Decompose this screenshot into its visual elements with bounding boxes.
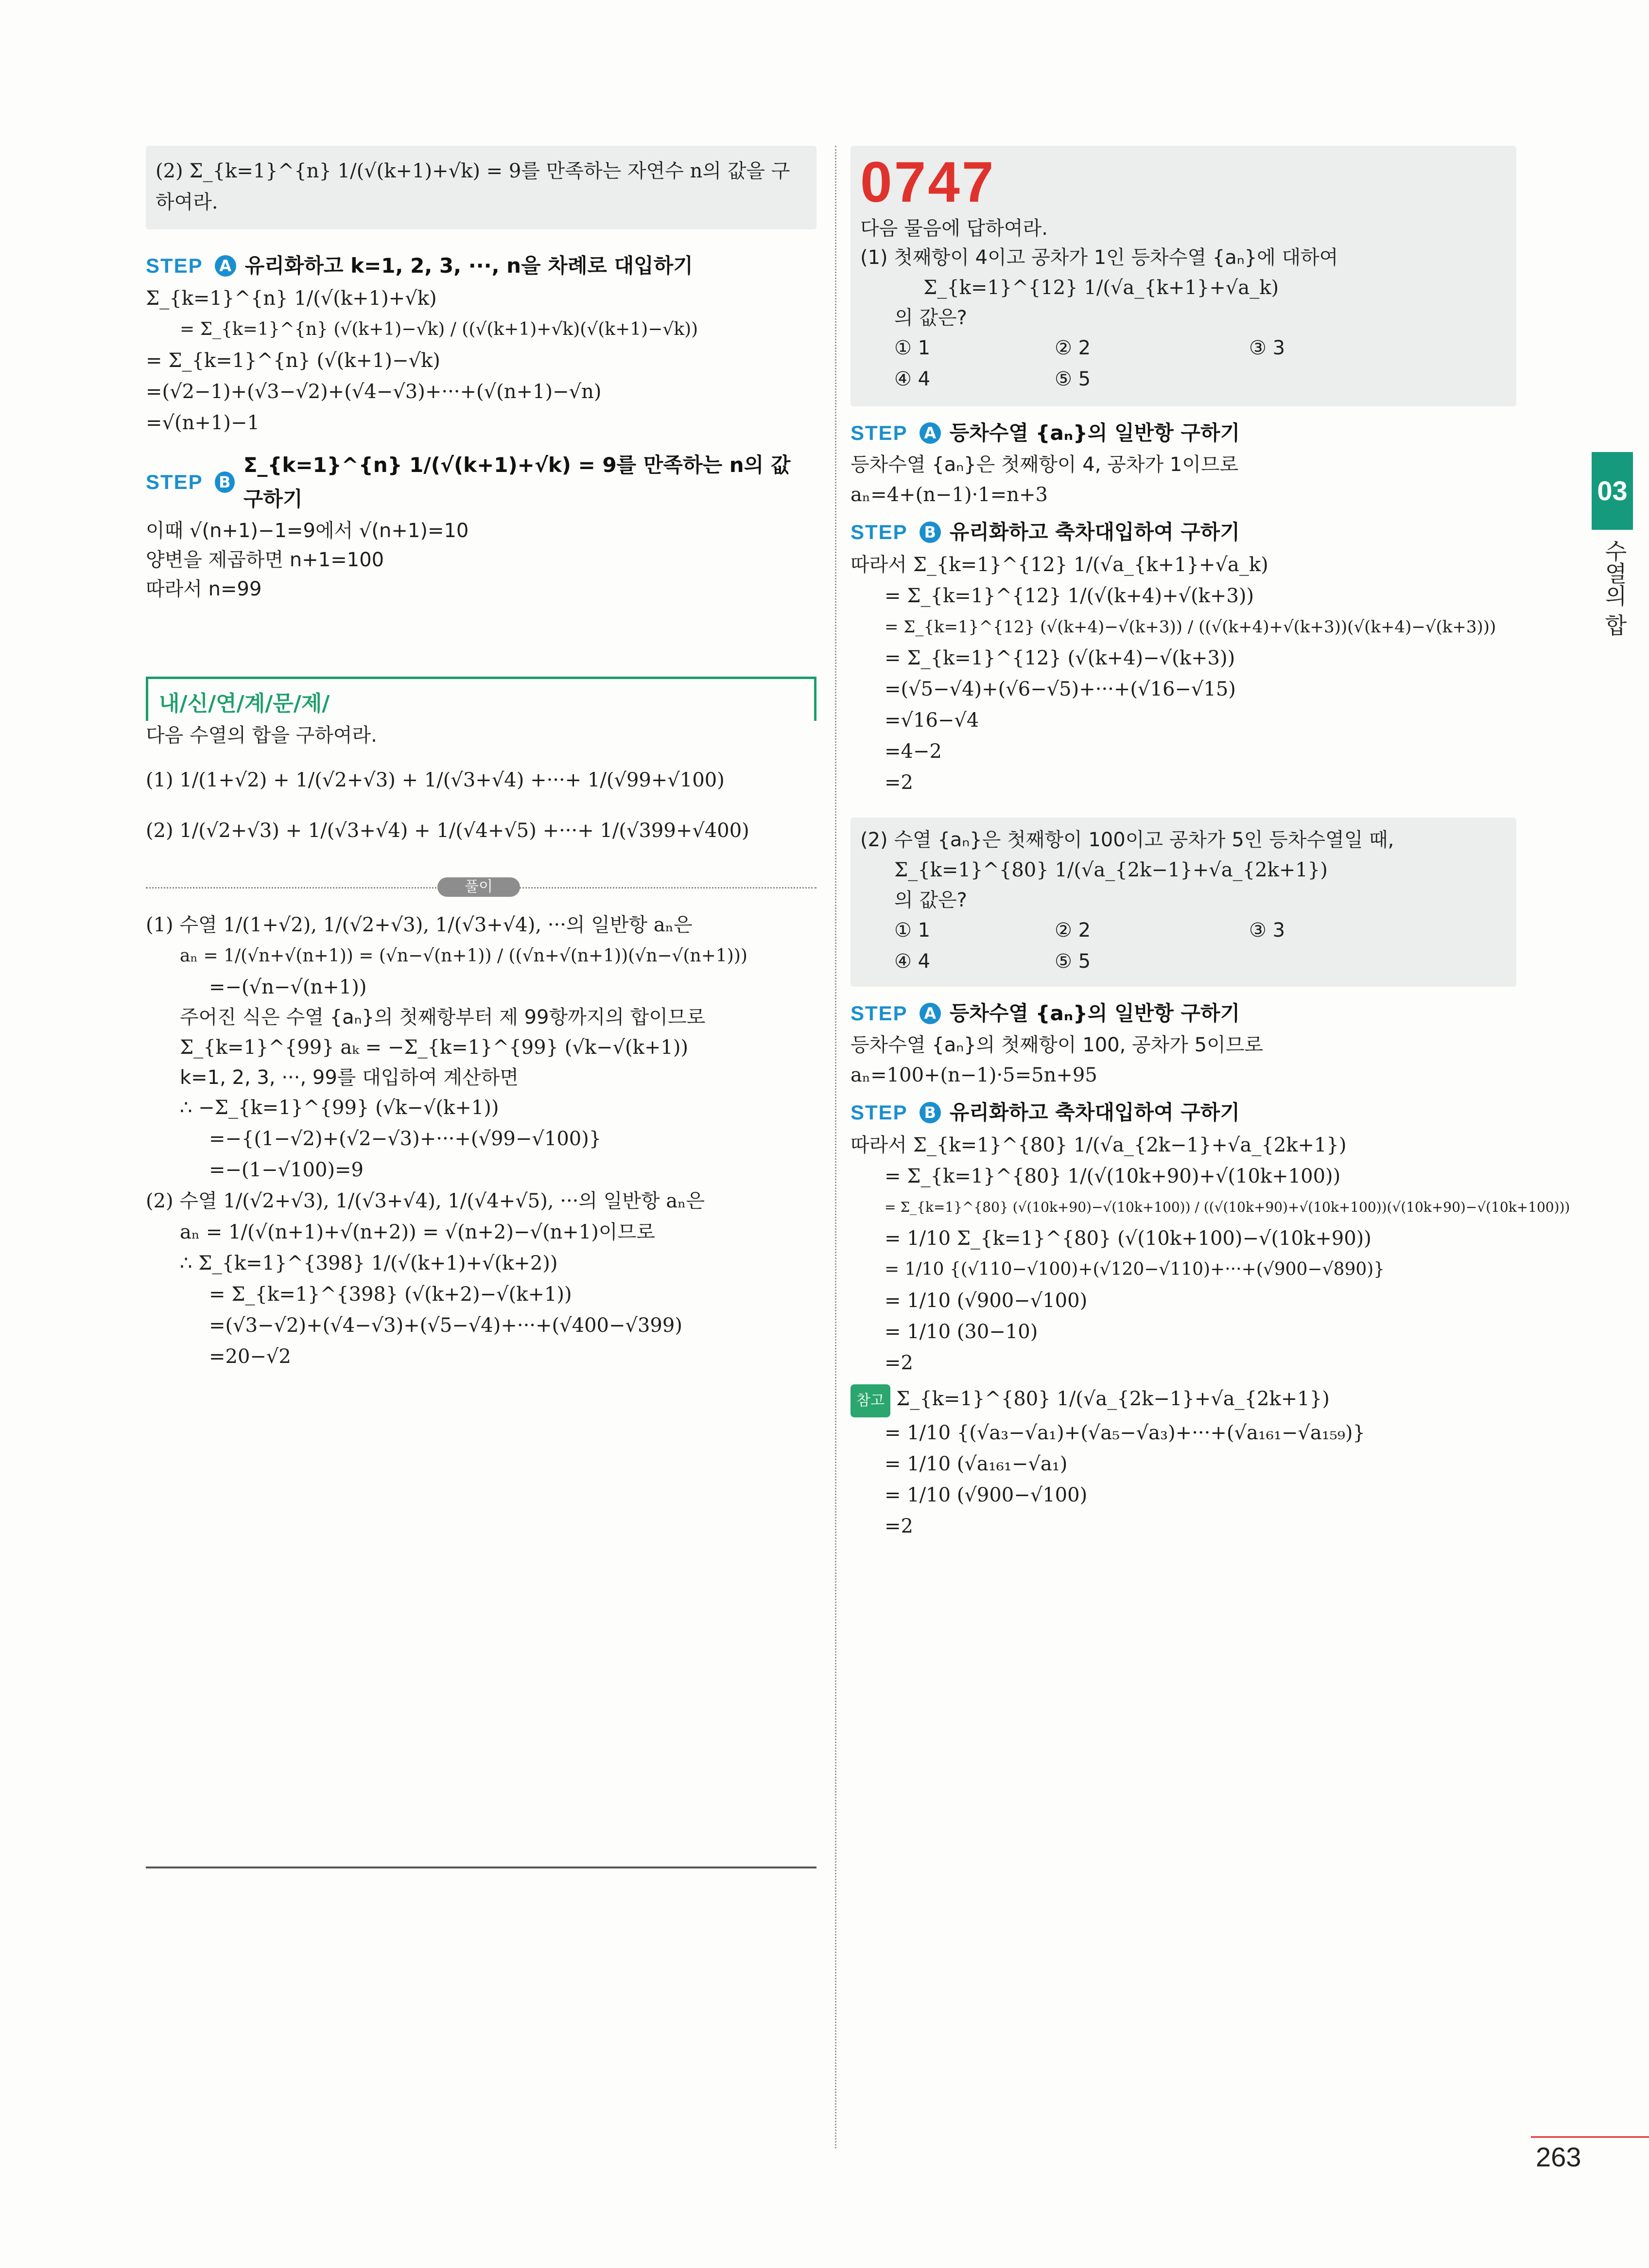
intro-problem-box (146, 146, 816, 229)
solution-label: 풀이 (437, 877, 520, 897)
step-letter: B (920, 1102, 941, 1123)
step-a-heading (146, 249, 816, 283)
chapter-tab[interactable]: 03 (1592, 452, 1633, 530)
step-title: 유리화하고 k=1, 2, 3, ···, n을 차례로 대입하기 (244, 254, 693, 278)
choice[interactable]: ④ 4 (894, 950, 931, 973)
page-number-rule (1531, 2136, 1649, 2138)
q1-text: (1) 첫째항이 4이고 공차가 1인 등차수열 {aₙ}에 대하여 (860, 246, 1338, 269)
q1-step-b-line: 따라서 Σ_{k=1}^{12} 1/(√a_{k+1}+√a_k) (851, 554, 1268, 576)
step-title: 유리화하고 축차대입하여 구하기 (949, 1100, 1240, 1124)
intro-problem: (2) Σ_{k=1}^{n} 1/(√(k+1)+√k) = 9를 만족하는 자연수 n의 값을 구하여라. (156, 160, 790, 213)
q2-step-b-line: = Σ_{k=1}^{80} 1/(√(10k+90)+√(10k+100)) (885, 1165, 1341, 1187)
solution-line: aₙ = 1/(√n+√(n+1)) = (√n−√(n+1)) / ((√n+√(n+1))(√n−√(n+1))) (180, 946, 747, 966)
q2-step-a-line: 등차수열 {aₙ}의 첫째항이 100, 공차가 5이므로 (851, 1034, 1264, 1056)
solution-line: =20−√2 (209, 1345, 291, 1368)
choice[interactable]: ③ 3 (1249, 919, 1285, 942)
choice[interactable]: ① 1 (894, 919, 931, 942)
solution-line: ∴ Σ_{k=1}^{398} 1/(√(k+1)+√(k+2)) (180, 1252, 558, 1274)
q1-step-b-heading (851, 515, 1516, 549)
step-label: STEP (146, 254, 203, 277)
choice[interactable]: ③ 3 (1249, 337, 1285, 359)
linked-problem-title: 내/신/연/계/문/제/ (159, 691, 330, 716)
q1-expression: Σ_{k=1}^{12} 1/(√a_{k+1}+√a_k) (923, 277, 1279, 299)
q1-step-b-line: =(√5−√4)+(√6−√5)+···+(√16−√15) (885, 678, 1236, 700)
note-line: = 1/10 (√a₁₆₁−√a₁) (885, 1453, 1068, 1475)
q1-tail: 의 값은? (894, 307, 967, 329)
q2-step-b-heading (851, 1096, 1516, 1130)
problem-box-q1 (851, 146, 1516, 406)
problem-box-q2 (851, 818, 1516, 987)
step-letter: A (920, 422, 941, 444)
q2-step-b-line: = Σ_{k=1}^{80} (√(10k+90)−√(10k+100)) / ((√(10k+90)+√(10k+100))(√(10k+90)−√(10k+100))) (885, 1199, 1570, 1215)
left-bottom-rule (146, 1867, 816, 1868)
q2-step-b-line: 따라서 Σ_{k=1}^{80} 1/(√a_{2k−1}+√a_{2k+1}) (851, 1134, 1347, 1156)
step-letter: B (920, 522, 941, 543)
chapter-label: 수열의 합 (1601, 540, 1628, 636)
q2-text: (2) 수열 {aₙ}은 첫째항이 100이고 공차가 5인 등차수열일 때, (860, 829, 1394, 851)
solution-line: (1) 수열 1/(1+√2), 1/(√2+√3), 1/(√3+√4), ···의 일반항 aₙ은 (146, 914, 693, 936)
q1-step-b-line: = Σ_{k=1}^{12} (√(k+4)−√(k+3)) / ((√(k+4)+√(k+3))(√(k+4)−√(k+3))) (885, 617, 1496, 637)
step-b-heading (146, 448, 816, 516)
q2-expression: Σ_{k=1}^{80} 1/(√a_{2k−1}+√a_{2k+1}) (894, 859, 1328, 881)
q1-choices (860, 332, 1507, 395)
solution-line: =−(√n−√(n+1)) (209, 976, 367, 998)
choice[interactable]: ② 2 (1055, 919, 1091, 942)
q1-step-a-heading (851, 416, 1516, 450)
solution-line: = Σ_{k=1}^{398} (√(k+2)−√(k+1)) (209, 1283, 572, 1306)
q1-step-b-line: =4−2 (885, 740, 942, 763)
choice[interactable]: ⑤ 5 (1055, 950, 1091, 973)
problem-number: 0747 (860, 150, 996, 214)
linked-prompt: 다음 수열의 합을 구하여라. (146, 724, 377, 747)
solution-line: k=1, 2, 3, ···, 99를 대입하여 계산하면 (180, 1066, 519, 1089)
note-line: =2 (885, 1515, 913, 1537)
step-title: 등차수열 {aₙ}의 일반항 구하기 (949, 421, 1240, 445)
step-title: 등차수열 {aₙ}의 일반항 구하기 (949, 1001, 1240, 1025)
q1-step-a-line: aₙ=4+(n−1)·1=n+3 (851, 484, 1048, 506)
q1-step-b-line: = Σ_{k=1}^{12} (√(k+4)−√(k+3)) (885, 647, 1235, 669)
choice[interactable]: ② 2 (1055, 337, 1091, 359)
choice[interactable]: ① 1 (894, 337, 931, 359)
step-b-line: 양변을 제곱하면 n+1=100 (146, 549, 384, 571)
q2-choices (860, 915, 1507, 977)
note-tag: 참고 (851, 1384, 890, 1417)
q1-step-b-line: = Σ_{k=1}^{12} 1/(√(k+4)+√(k+3)) (885, 585, 1254, 607)
step-title: 유리화하고 축차대입하여 구하기 (949, 520, 1240, 544)
q2-step-b-line: = 1/10 (30−10) (885, 1321, 1038, 1343)
q1-step-b-line: =√16−√4 (885, 709, 979, 732)
solution-line: (2) 수열 1/(√2+√3), 1/(√3+√4), 1/(√4+√5), ···의 일반항 aₙ은 (146, 1190, 705, 1212)
q2-step-b-line: = 1/10 {(√110−√100)+(√120−√110)+···+(√900−√890)} (885, 1259, 1385, 1279)
q1-step-b-line: =2 (885, 771, 913, 794)
step-b-line: 이때 √(n+1)−1=9에서 √(n+1)=10 (146, 520, 469, 542)
right-column (851, 146, 1570, 1542)
note-line (851, 1383, 1516, 1417)
q1-step-a-line: 등차수열 {aₙ}은 첫째항이 4, 공차가 1이므로 (851, 454, 1239, 476)
solution-line: aₙ = 1/(√(n+1)+√(n+2)) = √(n+2)−√(n+1)이므로 (180, 1221, 655, 1243)
note-line: = 1/10 {(√a₃−√a₁)+(√a₅−√a₃)+···+(√a₁₆₁−√a₁₅₉)} (885, 1422, 1365, 1444)
step-letter: B (215, 471, 235, 493)
step-letter: A (920, 1003, 941, 1024)
linked-problem-title-box (146, 677, 816, 721)
step-letter: A (215, 255, 236, 277)
step-a-line: =√(n+1)−1 (146, 412, 260, 434)
step-a-line: =(√2−1)+(√3−√2)+(√4−√3)+···+(√(n+1)−√n) (146, 381, 602, 403)
solution-line: 주어진 식은 수열 {aₙ}의 첫째항부터 제 99항까지의 합이므로 (180, 1006, 706, 1029)
step-a-line: = Σ_{k=1}^{n} (√(k+1)−√k) (146, 349, 440, 372)
q2-step-b-line: = 1/10 (√900−√100) (885, 1290, 1088, 1312)
solution-divider (146, 875, 816, 900)
problem-prompt: 다음 물음에 답하여라. (860, 217, 1048, 240)
step-a-line: Σ_{k=1}^{n} 1/(√(k+1)+√k) (146, 287, 437, 310)
step-label: STEP (146, 471, 203, 493)
column-divider (835, 146, 836, 2148)
step-a-line: = Σ_{k=1}^{n} (√(k+1)−√k) / ((√(k+1)+√k)(√(k+1)−√k)) (180, 319, 698, 339)
step-b-line: 따라서 n=99 (146, 578, 262, 600)
linked-item: (1) 1/(1+√2) + 1/(√2+√3) + 1/(√3+√4) +···+ 1/(√99+√100) (146, 769, 725, 791)
q2-tail: 의 값은? (894, 889, 967, 911)
page-number: 263 (1536, 2142, 1581, 2172)
q2-step-a-heading (851, 996, 1516, 1030)
q2-step-b-line: = 1/10 Σ_{k=1}^{80} (√(10k+100)−√(10k+90)) (885, 1227, 1371, 1250)
q2-step-a-line: aₙ=100+(n−1)·5=5n+95 (851, 1064, 1097, 1086)
solution-line: =−(1−√100)=9 (209, 1159, 364, 1181)
choice[interactable]: ④ 4 (894, 368, 931, 390)
linked-item: (2) 1/(√2+√3) + 1/(√3+√4) + 1/(√4+√5) +···+ 1/(√399+√400) (146, 820, 749, 842)
note-line: = 1/10 (√900−√100) (885, 1484, 1088, 1506)
step-label: STEP (851, 521, 908, 543)
solution-line: =−{(1−√2)+(√2−√3)+···+(√99−√100)} (209, 1128, 602, 1150)
step-label: STEP (851, 421, 908, 444)
step-label: STEP (851, 1002, 908, 1025)
note-text: Σ_{k=1}^{80} 1/(√a_{2k−1}+√a_{2k+1}) (896, 1388, 1330, 1410)
solution-line: =(√3−√2)+(√4−√3)+(√5−√4)+···+(√400−√399) (209, 1314, 682, 1337)
q2-step-b-line: =2 (885, 1352, 913, 1374)
left-column (146, 146, 816, 1372)
step-title: Σ_{k=1}^{n} 1/(√(k+1)+√k) = 9를 만족하는 n의 값 구하기 (243, 453, 791, 511)
solution-line: Σ_{k=1}^{99} aₖ = −Σ_{k=1}^{99} (√k−√(k+1)) (180, 1036, 689, 1059)
step-label: STEP (851, 1101, 908, 1124)
solution-line: ∴ −Σ_{k=1}^{99} (√k−√(k+1)) (180, 1097, 499, 1119)
choice[interactable]: ⑤ 5 (1055, 368, 1091, 390)
